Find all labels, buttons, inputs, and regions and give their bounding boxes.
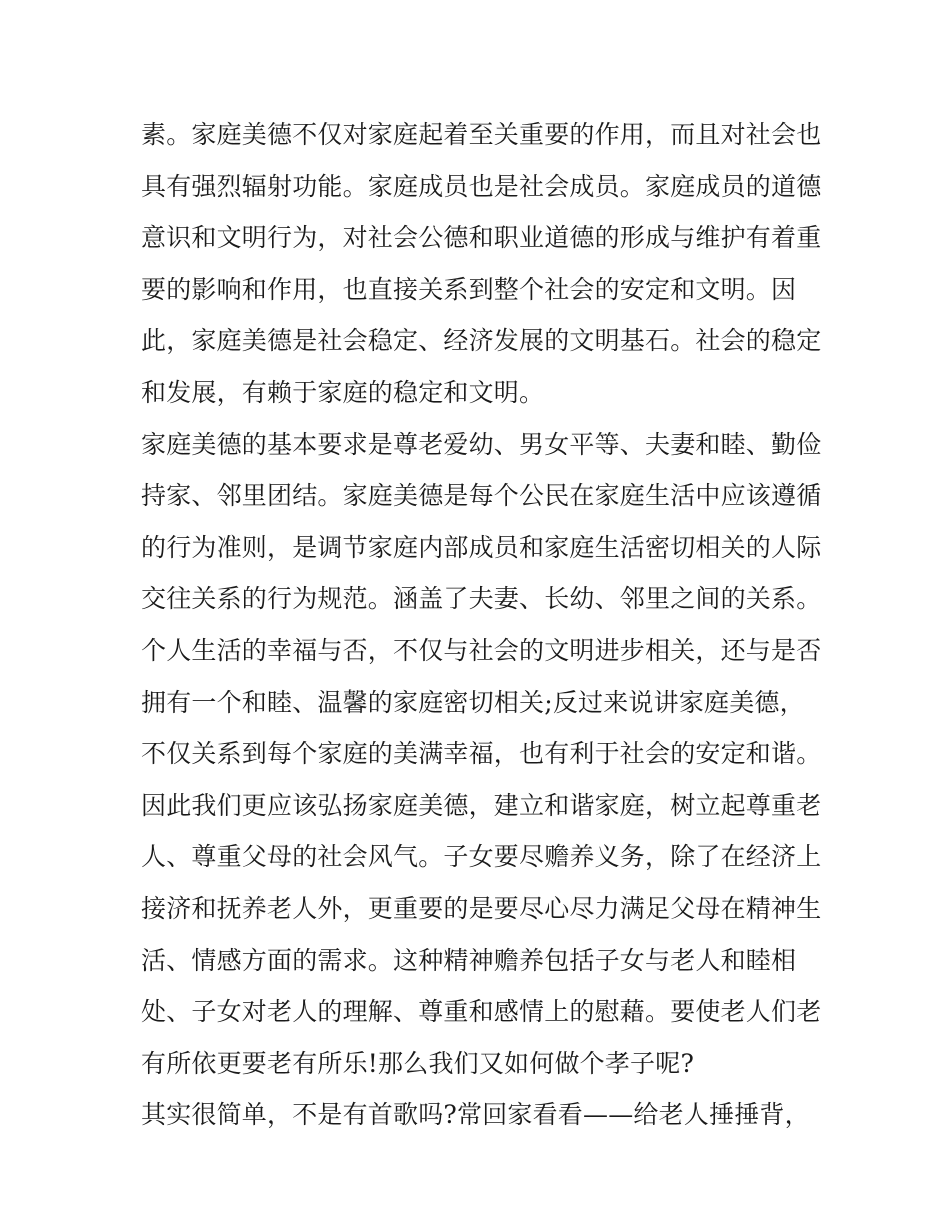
text-line: 和发展，有赖于家庭的稳定和文明。 <box>141 377 545 407</box>
text-line: 接济和抚养老人外，更重要的是要尽心尽力满足父母在精神生 <box>141 893 822 923</box>
text-line: 拥有一个和睦、温馨的家庭密切相关;反过来说讲家庭美德， <box>141 687 805 717</box>
text-line: 人、尊重父母的社会风气。子女要尽赡养义务，除了在经济上 <box>141 842 822 872</box>
text-line: 交往关系的行为规范。涵盖了夫妻、长幼、邻里之间的关系。 <box>141 584 822 614</box>
text-line: 具有强烈辐射功能。家庭成员也是社会成员。家庭成员的道德 <box>141 171 822 201</box>
text-line: 持家、邻里团结。家庭美德是每个公民在家庭生活中应该遵循 <box>141 481 822 511</box>
text-line: 素。家庭美德不仅对家庭起着至关重要的作用，而且对社会也 <box>141 120 822 149</box>
text-line: 活、情感方面的需求。这种精神赡养包括子女与老人和睦相 <box>141 945 797 975</box>
text-line: 意识和文明行为，对社会公德和职业道德的形成与维护有着重 <box>141 223 822 253</box>
body-text <box>141 109 821 1141</box>
text-line: 因此我们更应该弘扬家庭美德，建立和谐家庭，树立起尊重老 <box>141 790 822 820</box>
text-line: 其实很简单，不是有首歌吗?常回家看看——给老人捶捶背， <box>141 1100 810 1130</box>
text-line: 此，家庭美德是社会稳定、经济发展的文明基石。社会的稳定 <box>141 326 822 356</box>
text-line: 不仅关系到每个家庭的美满幸福，也有利于社会的安定和谐。 <box>141 739 822 769</box>
text-line: 处、子女对老人的理解、尊重和感情上的慰藉。要使老人们老 <box>141 997 822 1027</box>
text-line: 有所依更要老有所乐!那么我们又如何做个孝子呢? <box>141 1048 695 1078</box>
text-line: 要的影响和作用，也直接关系到整个社会的安定和文明。因 <box>141 274 797 304</box>
text-line: 的行为准则，是调节家庭内部成员和家庭生活密切相关的人际 <box>141 532 822 562</box>
text-line: 个人生活的幸福与否，不仅与社会的文明进步相关，还与是否 <box>141 635 822 665</box>
text-line: 家庭美德的基本要求是尊老爱幼、男女平等、夫妻和睦、勤俭 <box>141 429 822 459</box>
